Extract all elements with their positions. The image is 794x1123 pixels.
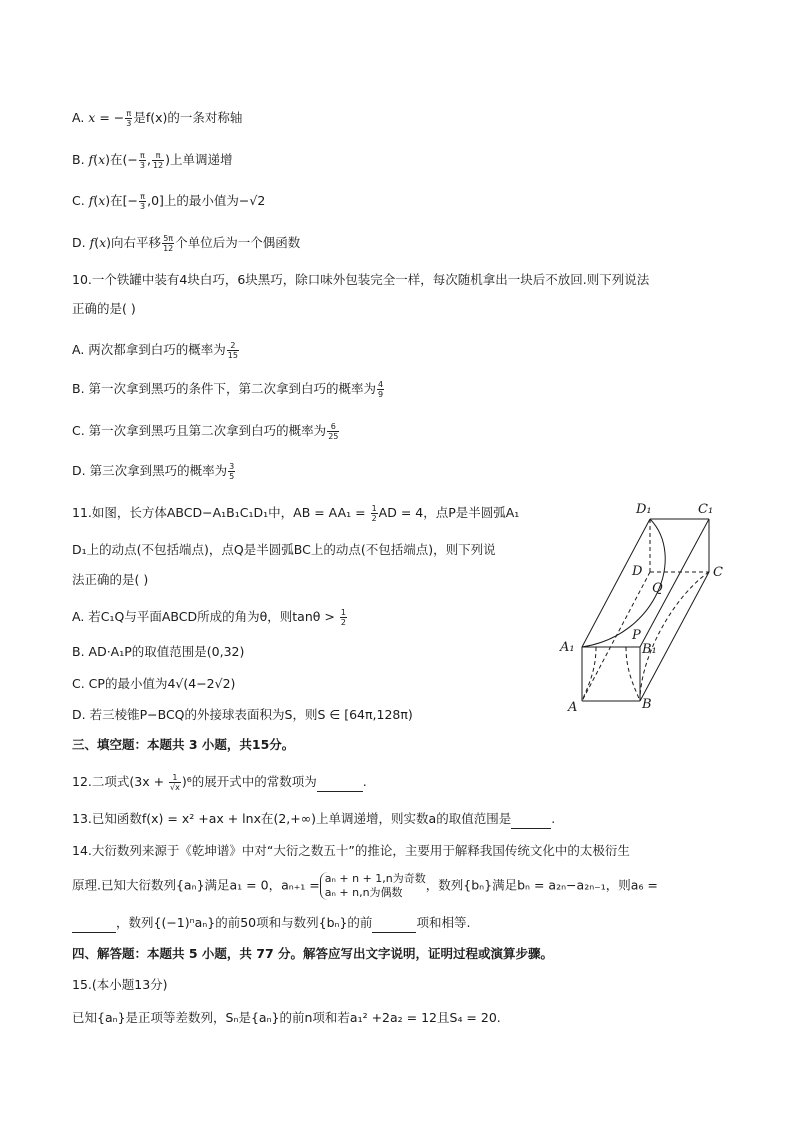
q9-option-d: D. f(x)向右平移 $\frac{5\pi}{12}$ 个单位后为一个偶函数: [72, 234, 301, 253]
label-q: Q: [652, 581, 663, 596]
label-b: B: [642, 697, 652, 712]
q10-option-b: B. 第一次拿到黑巧的条件下，第二次拿到白巧的概率为 $\frac{4}{9}$: [72, 380, 384, 399]
cuboid-figure: [556, 496, 756, 716]
q14-line1: 14.大衍数列来源于《乾坤谱》中对“大衍之数五十”的推论，主要用于解释我国传统文化中的太极衍生: [72, 843, 630, 858]
q10-option-a: A. 两次都拿到白巧的概率为 $\frac{2}{15}$: [72, 341, 238, 360]
q15-stem: 已知{aₙ}是正项等差数列，Sₙ是{aₙ}的前n项和若a₁² +2a₂ = 12且S₄ = 20.: [72, 1010, 501, 1025]
label-p: P: [632, 628, 641, 643]
q11-option-a: A. 若C₁Q与平面ABCD所成的角为θ，则tanθ > $\frac{1}{2}$: [72, 608, 346, 627]
label-b1: B₁: [642, 642, 657, 657]
q14-line2: 原理.已知大衍数列{aₙ}满足a₁ = 0，aₙ₊₁ = aₙ + n + 1,n为奇数 aₙ + n,n为偶数 ，数列{bₙ}满足bₙ = a₂ₙ−a₂ₙ₋₁，则a₆ =: [72, 872, 658, 899]
label-c1: C₁: [698, 502, 714, 517]
q12: 12.二项式(3x + $\frac{1}{√x}$ )⁶的展开式中的常数项为 .: [72, 773, 367, 792]
q15-title: 15.(本小题13分): [72, 977, 168, 992]
label-a1: A₁: [560, 640, 575, 655]
q10-option-d: D. 第三次拿到黑巧的概率为 $\frac{3}{5}$: [72, 462, 235, 481]
q11-stem-line2: D₁上的动点(不包括端点)，点Q是半圆弧BC上的动点(不包括端点)，则下列说: [72, 542, 496, 557]
label-d1: D₁: [636, 502, 652, 517]
edge-c1b1: [640, 519, 709, 647]
label-a: A: [568, 700, 578, 715]
q11-stem-line1: 11.如图，长方体ABCD−A₁B₁C₁D₁中，AB = AA₁ = $\frac{1}{2}$ AD = 4，点P是半圆弧A₁: [72, 504, 520, 523]
label-c: C: [713, 565, 723, 580]
q14-line3: ，数列{(−1)ⁿaₙ}的前50项和与数列{bₙ}的前 项和相等.: [72, 913, 470, 933]
q11-option-d: D. 若三棱锥P−BCQ的外接球表面积为S，则S ∈ [64π,128π): [72, 707, 413, 722]
q11-option-c: C. CP的最小值为4√(4−2√2): [72, 676, 236, 691]
q11-stem-line3: 法正确的是( ): [72, 572, 149, 587]
q9-option-b: B. f(x)在(− $\frac{\pi}{3}$ , $\frac{\pi}{12}$ )上单调递增: [72, 151, 233, 170]
q11-option-b: B. AD·A₁P的取值范围是(0,32): [72, 644, 245, 659]
q9-option-a: A. x = − $\frac{\pi}{3}$ 是f(x)的一条对称轴: [72, 109, 243, 128]
label-d: D: [632, 564, 643, 579]
q9-option-c: C. f(x)在[− $\frac{\pi}{3}$ ,0]上的最小值为−√2: [72, 192, 266, 211]
q10-stem-line1: 10.一个铁罐中装有4块白巧，6块黑巧，除口味外包装完全一样，每次随机拿出一块后不放回.则下列说法: [72, 272, 650, 287]
q10-stem-line2: 正确的是( ): [72, 301, 136, 316]
arc-lower-right: [626, 647, 640, 701]
edge-cb: [640, 572, 709, 701]
arc-lower-left: [582, 647, 596, 701]
section-3-heading: 三、填空题：本题共 3 小题，共15分。: [72, 737, 295, 752]
q13: 13.已知函数f(x) = x² +ax + lnx在(2,+∞)上单调递增，则实数a的取值范围是 .: [72, 809, 555, 829]
q10-option-c: C. 第一次拿到黑巧且第二次拿到白巧的概率为 $\frac{6}{25}$: [72, 422, 339, 441]
q14-cases: aₙ + n + 1,n为奇数 aₙ + n,n为偶数: [320, 872, 426, 900]
section-4-heading: 四、解答题：本题共 5 小题，共 77 分。解答应写出文字说明，证明过程或演算步骤。: [72, 946, 554, 961]
